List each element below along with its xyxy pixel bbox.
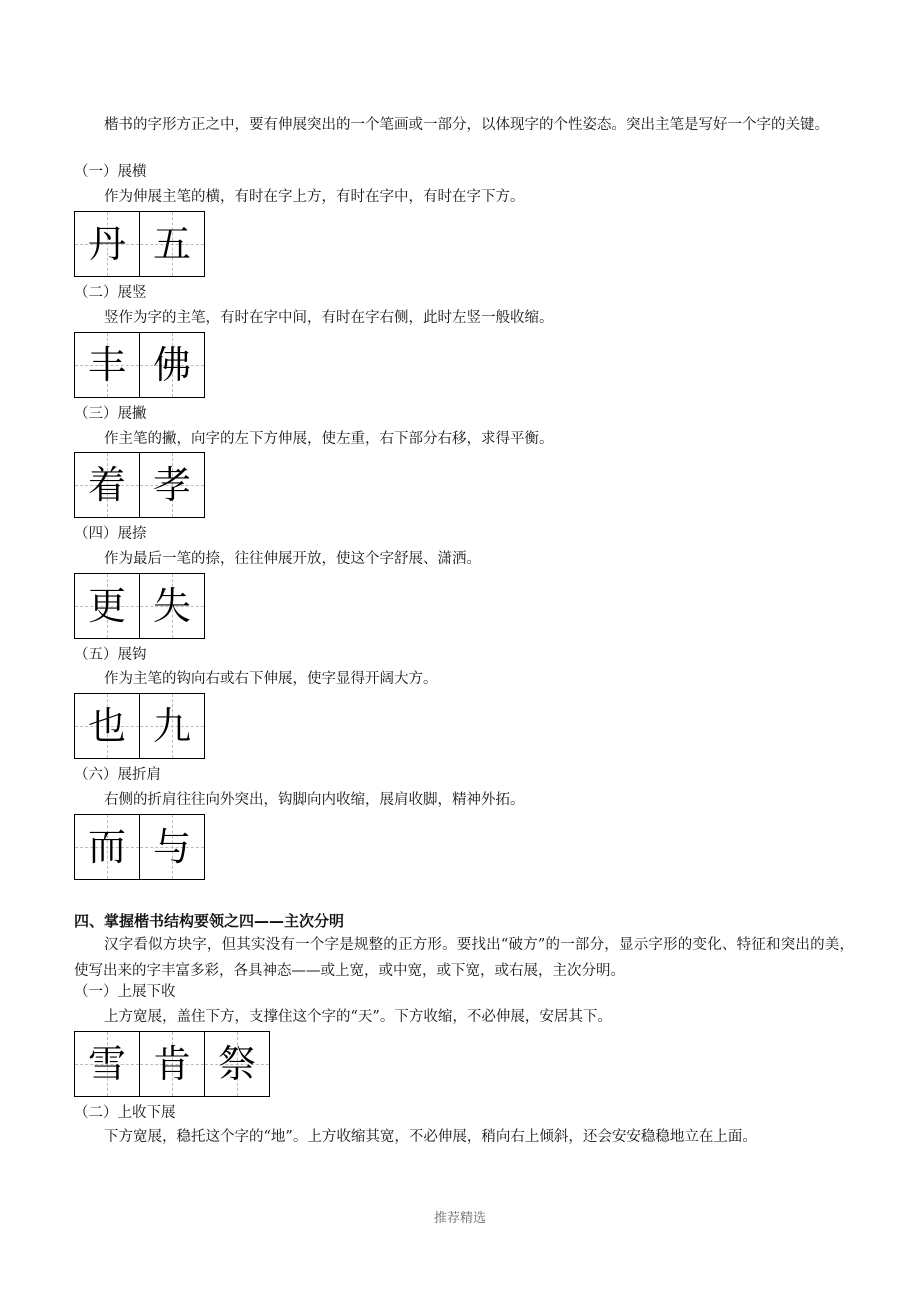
part-title: 四、掌握楷书结构要领之四——主次分明 xyxy=(74,912,345,930)
calligraphy-char: 而 xyxy=(87,825,126,869)
section-description: 下方宽展，稳托这个字的“地”。上方收缩其宽，不必伸展，稍向右上倾斜，还会安安稳稳地立在上面。 xyxy=(104,1129,757,1145)
grid-cell xyxy=(140,212,204,276)
grid-cell xyxy=(140,1032,205,1096)
section-description: 右侧的折肩往往向外突出，钩脚向内收缩，展肩收脚，精神外拓。 xyxy=(104,792,525,808)
grid-cell xyxy=(75,333,140,397)
section-heading: （二）上收下展 xyxy=(74,1105,176,1121)
calligraphy-char: 着 xyxy=(87,463,126,507)
section-heading: （三）展撇 xyxy=(74,406,147,422)
character-grid xyxy=(74,1031,270,1097)
grid-cell xyxy=(75,1032,140,1096)
section-description: 作主笔的撇，向字的左下方伸展，使左重，右下部分右移，求得平衡。 xyxy=(104,431,554,447)
grid-cell xyxy=(140,815,204,879)
section-heading: （一）上展下收 xyxy=(74,984,176,1000)
grid-cell xyxy=(140,333,204,397)
calligraphy-char: 丰 xyxy=(87,343,126,387)
section-heading: （五）展钩 xyxy=(74,647,147,663)
section-description: 作为最后一笔的捺，往往伸展开放，使这个字舒展、潇洒。 xyxy=(104,551,481,567)
grid-cell xyxy=(75,212,140,276)
calligraphy-char: 五 xyxy=(152,222,191,266)
character-grid xyxy=(74,211,205,277)
section-heading: （六）展折肩 xyxy=(74,767,161,783)
grid-cell xyxy=(205,1032,269,1096)
section-description: 作为主笔的钩向右或右下伸展，使字显得开阔大方。 xyxy=(104,671,438,687)
grid-cell xyxy=(75,574,140,638)
section-description: 上方宽展，盖住下方，支撑住这个字的“天”。下方收缩，不必伸展，安居其下。 xyxy=(104,1009,612,1025)
part-intro-paragraph: 汉字看似方块字，但其实没有一个字是规整的正方形。要找出“破方”的一部分，显示字形的变化、特征和突出的美，使写出来的字丰富多彩，各具神态——或上宽，或中宽，或下宽，或右展，主次分明。 xyxy=(74,937,854,979)
character-grid xyxy=(74,814,205,880)
calligraphy-char: 丹 xyxy=(87,222,126,266)
section-heading: （一）展横 xyxy=(74,164,147,180)
section-description: 作为伸展主笔的横，有时在字上方，有时在字中，有时在字下方。 xyxy=(104,189,525,205)
grid-cell xyxy=(75,694,140,758)
calligraphy-char: 佛 xyxy=(152,343,191,387)
grid-cell xyxy=(140,453,204,517)
character-grid xyxy=(74,693,205,759)
grid-cell xyxy=(140,574,204,638)
character-grid xyxy=(74,452,205,518)
calligraphy-char: 祭 xyxy=(217,1042,256,1086)
grid-cell xyxy=(140,694,204,758)
calligraphy-char: 与 xyxy=(152,825,191,869)
calligraphy-char: 也 xyxy=(87,704,126,748)
page-footer: 推荐精选 xyxy=(433,1211,486,1226)
calligraphy-char: 雪 xyxy=(87,1042,126,1086)
calligraphy-char: 肯 xyxy=(152,1042,191,1086)
section-description: 竖作为字的主笔，有时在字中间，有时在字右侧，此时左竖一般收缩。 xyxy=(104,310,554,326)
grid-cell xyxy=(75,453,140,517)
grid-cell xyxy=(75,815,140,879)
character-grid xyxy=(74,573,205,639)
calligraphy-char: 失 xyxy=(152,584,191,628)
section-heading: （二）展竖 xyxy=(74,285,147,301)
calligraphy-char: 更 xyxy=(87,584,126,628)
section-heading: （四）展捺 xyxy=(74,526,147,542)
intro-paragraph: 楷书的字形方正之中，要有伸展突出的一个笔画或一部分，以体现字的个性姿态。突出主笔是写好一个字的关键。 xyxy=(104,117,829,133)
calligraphy-char: 孝 xyxy=(152,463,191,507)
character-grid xyxy=(74,332,205,398)
calligraphy-char: 九 xyxy=(152,704,191,748)
